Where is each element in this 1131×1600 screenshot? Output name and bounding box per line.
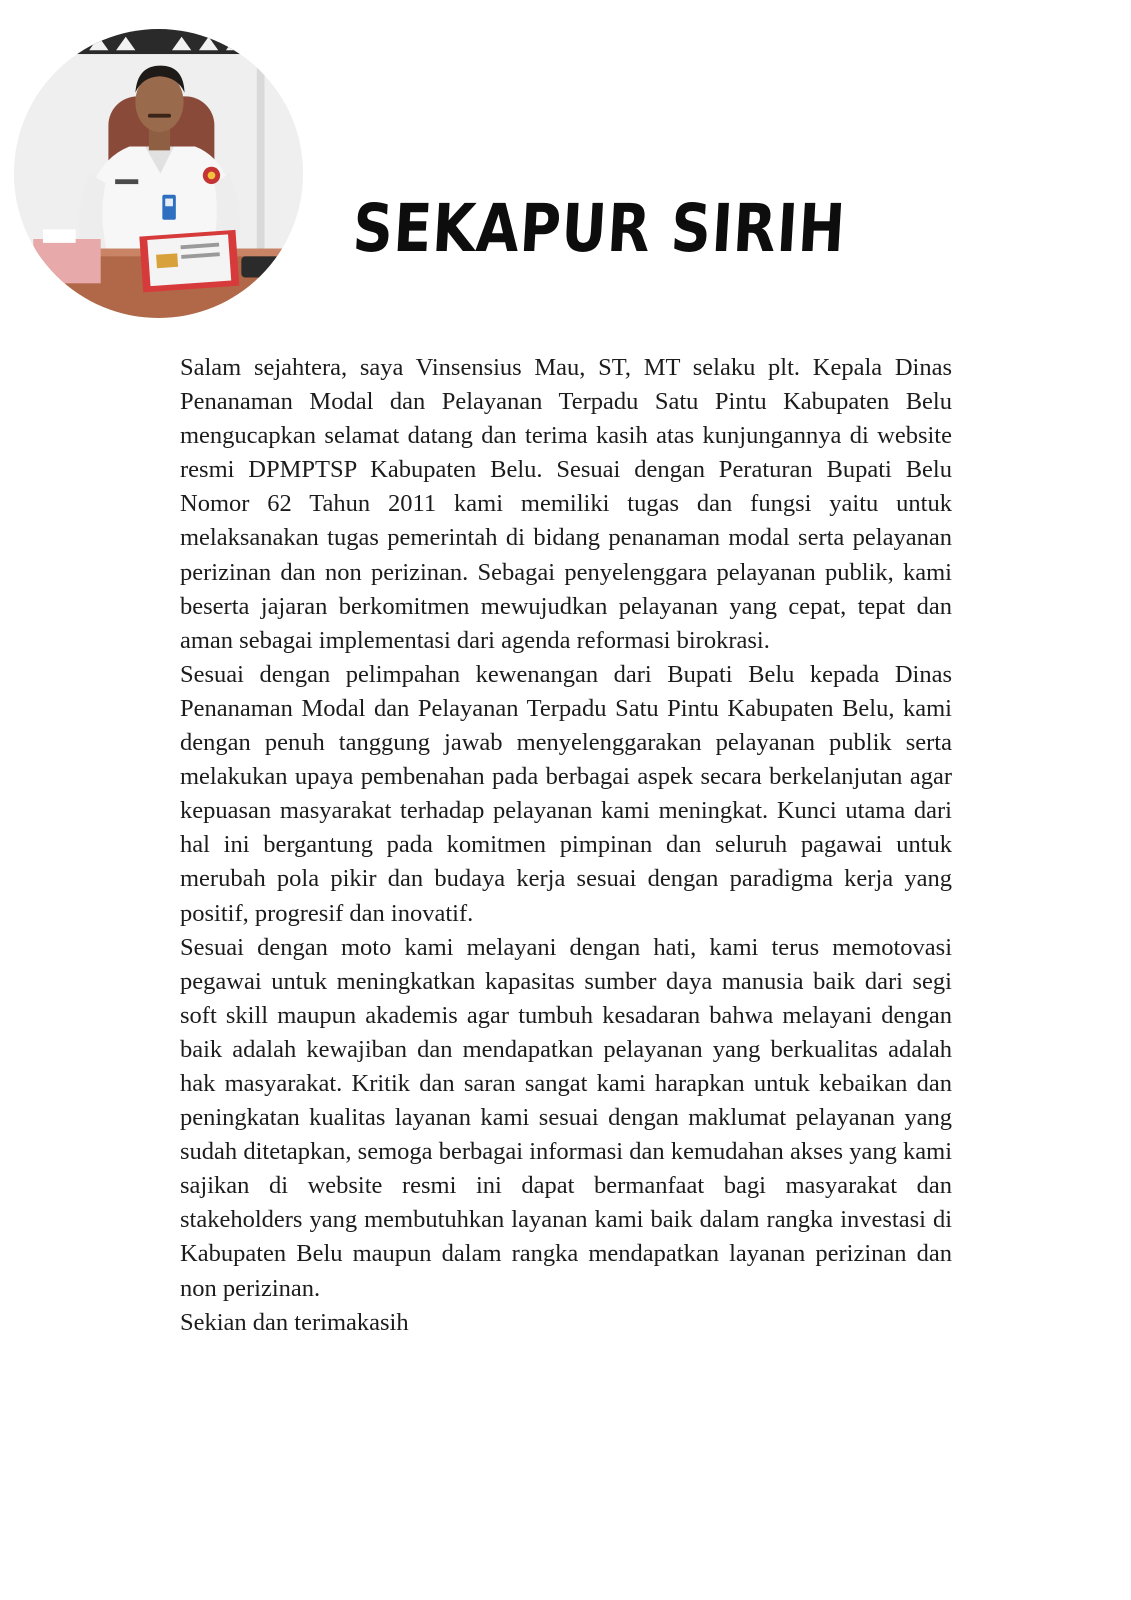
paragraph-introduction: Salam sejahtera, saya Vinsensius Mau, ST, MT selaku plt. Kepala Dinas Penanaman Modal dan Pelayanan Terpadu Satu Pintu Kabupaten Belu mengucapkan selamat datang dan terima kasih atas kunjungannya di website resmi DPMPTSP Kabupaten Belu. Sesuai dengan Peraturan Bupati Belu Nomor 62 Tahun 2011 kami memiliki tugas dan fungsi yaitu untuk melaksanakan tugas pemerintah di bidang penanaman modal serta pelayanan perizinan dan non perizinan. Sebagai penyelenggara pelayanan publik, kami beserta jajaran berkomitmen mewujudkan pelayanan yang cepat, tepat dan aman sebagai implementasi dari agenda reformasi birokrasi. [180,354,952,654]
page-title: SEKAPUR SIRIH [350,190,848,267]
paragraph-commitment: Sesuai dengan pelimpahan kewenangan dari Bupati Belu kepada Dinas Penanaman Modal dan Pelayanan Terpadu Satu Pintu Kabupaten Belu, kami dengan penuh tanggung jawab menyelenggarakan pelayanan publik serta melakukan upaya pembenahan pada berbagai aspek secara berkelanjutan agar kepuasan masyarakat terhadap pelayanan kami meningkat. Kunci utama dari hal ini bergantung pada komitmen pimpinan dan seluruh pagawai untuk merubah pola pikir dan budaya kerja sesuai dengan paradigma kerja yang positif, progresif dan inovatif. [180,660,952,927]
welcome-letter-body [180,351,952,1340]
closing-line: Sekian dan terimakasih [180,1308,409,1336]
official-portrait-photo [14,29,303,318]
portrait-illustration [14,29,303,318]
paragraph-motto: Sesuai dengan moto kami melayani dengan hati, kami terus memotovasi pegawai untuk meningkatkan kapasitas sumber daya manusia baik dari segi soft skill maupun akademis agar tumbuh kesadaran bahwa melayani dengan baik adalah kewajiban dan mendapatkan pelayanan yang berkualitas adalah hak masyarakat. Kritik dan saran sangat kami harapkan untuk kebaikan dan peningkatan kualitas layanan kami sesuai dengan maklumat pelayanan yang sudah ditetapkan, semoga berbagai informasi dan kemudahan akses yang kami sajikan di website resmi ini dapat bermanfaat bagi masyarakat dan stakeholders yang membutuhkan layanan kami baik dalam rangka investasi di Kabupaten Belu maupun dalam rangka mendapatkan layanan perizinan dan non perizinan. [180,933,952,1302]
